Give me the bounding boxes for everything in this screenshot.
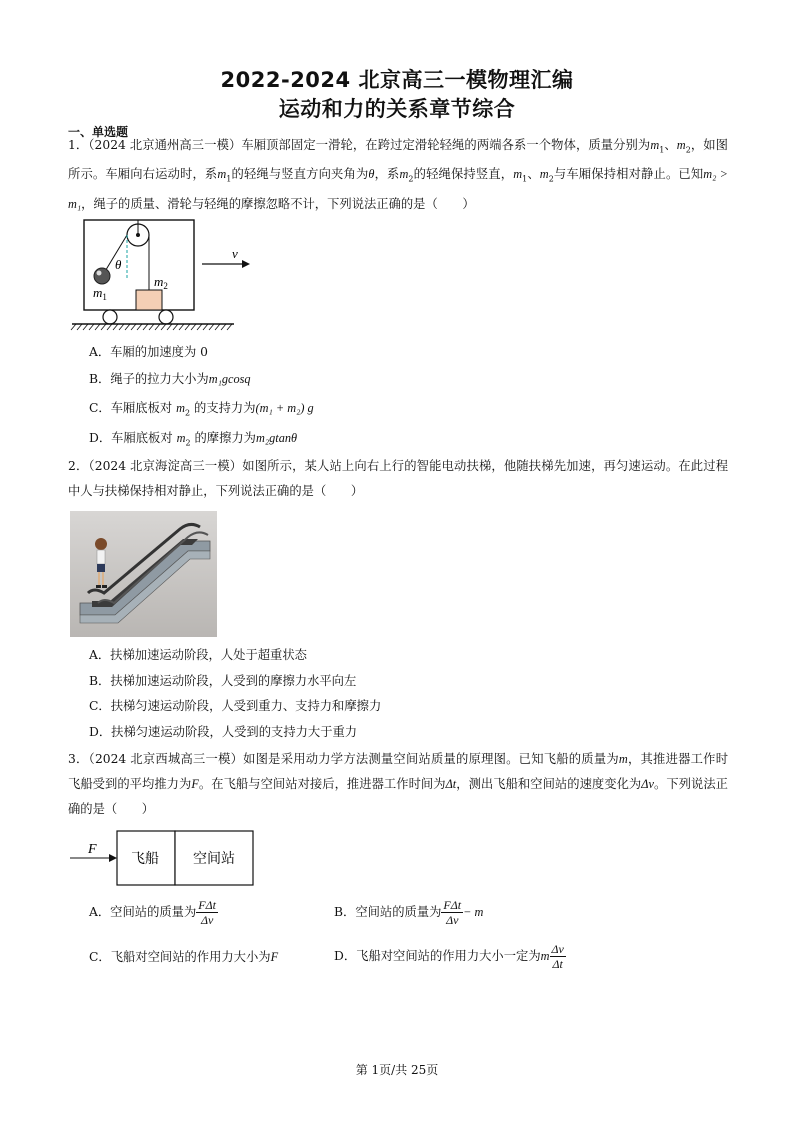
m2-label: $m_2$ bbox=[154, 274, 168, 291]
mass-m2-block bbox=[136, 290, 162, 310]
wheel-left bbox=[103, 310, 117, 324]
q3-figure bbox=[70, 829, 260, 889]
q1-option-a[interactable]: A．车厢的加速度为 0 bbox=[89, 345, 208, 359]
doc-title-line1: 2022-2024 北京高三一模物理汇编 bbox=[220, 68, 574, 92]
q2-stem: 2．（2024 北京海淀高三一模）如图所示，某人站上向右上行的智能电动扶梯，他随扶梯先加速，再匀速运动。在此过程中人与扶梯保持相对静止，下列说法正确的是（ ） bbox=[68, 459, 728, 498]
page-footer: 第 1页/共 25页 bbox=[355, 1063, 439, 1077]
q1-option-d[interactable]: D．车厢底板对 $m_2$ 的摩擦力为m₂gtanθ bbox=[89, 431, 298, 448]
ship-label: 飞船 bbox=[131, 851, 159, 867]
q1-figure bbox=[70, 218, 270, 336]
theta-label: θ bbox=[115, 257, 122, 272]
q3-option-d[interactable]: D．飞船对空间站的作用力大小一定为m $\frac{\Delta v}{\Delta t}$ bbox=[334, 942, 564, 971]
wheel-right bbox=[159, 310, 173, 324]
q2-option-a[interactable]: A．扶梯加速运动阶段，人处于超重状态 bbox=[89, 648, 307, 662]
q3-stem: 3．（2024 北京西城高三一模）如图是采用动力学方法测量空间站质量的原理图。已知飞船的质量为m，其推进器工作时飞船受到的平均推力为F。在飞船与空间站对接后，推进器工作时间为Δt，测出飞船和空间站的速度变化为Δv。下列说法正确的是（ ） bbox=[68, 752, 728, 816]
q2-option-c[interactable]: C．扶梯匀速运动阶段，人受到重力、支持力和摩擦力 bbox=[89, 699, 382, 713]
velocity-label: v bbox=[232, 246, 238, 261]
section-heading: 一、单选题 bbox=[68, 125, 129, 139]
q3-option-a[interactable]: A．空间站的质量为 $\frac{\text{FΔt}}{\Delta v}$ bbox=[89, 898, 216, 927]
q2-option-d[interactable]: D．扶梯匀速运动阶段，人受到的支持力大于重力 bbox=[89, 725, 358, 739]
force-label: F bbox=[88, 842, 97, 857]
q3-option-c[interactable]: C．飞船对空间站的作用力大小为F bbox=[89, 950, 279, 964]
person-body bbox=[97, 550, 105, 564]
mass-m1-ball bbox=[94, 268, 110, 284]
station-label: 空间站 bbox=[193, 851, 235, 867]
q1-option-b[interactable]: B．绳子的拉力大小为m₁gcosq bbox=[89, 372, 251, 386]
q3-option-b[interactable]: B．空间站的质量为 $\frac{\text{FΔt}}{\Delta v}$ − m bbox=[334, 898, 484, 927]
doc-title-line2: 运动和力的关系章节综合 bbox=[278, 97, 516, 121]
person-head bbox=[95, 538, 107, 550]
q2-option-b[interactable]: B．扶梯加速运动阶段，人受到的摩擦力水平向左 bbox=[89, 674, 357, 688]
m1-label: $m_1$ bbox=[93, 285, 107, 302]
q1-option-c[interactable]: C．车厢底板对 $m_2$ 的支持力为(m₁ + m₂) g bbox=[89, 401, 314, 418]
q2-escalator-figure bbox=[70, 511, 217, 637]
q1-stem: 1．（2024 北京通州高三一模）车厢顶部固定一滑轮，在跨过定滑轮轻绳的两端各系一个物体，质量分别为$m_1$、$m_2$，如图所示。车厢向右运动时，系$m_1$的轻绳与竖直方向夹角为θ，系$m_2$的轻绳保持竖直，$m_1$、$m_2$与车厢保持相对静止。已知m₂ > m₁，绳子的质量、滑轮与轻绳的摩擦忽略不计，下列说法正确的是（ ） bbox=[68, 138, 728, 211]
